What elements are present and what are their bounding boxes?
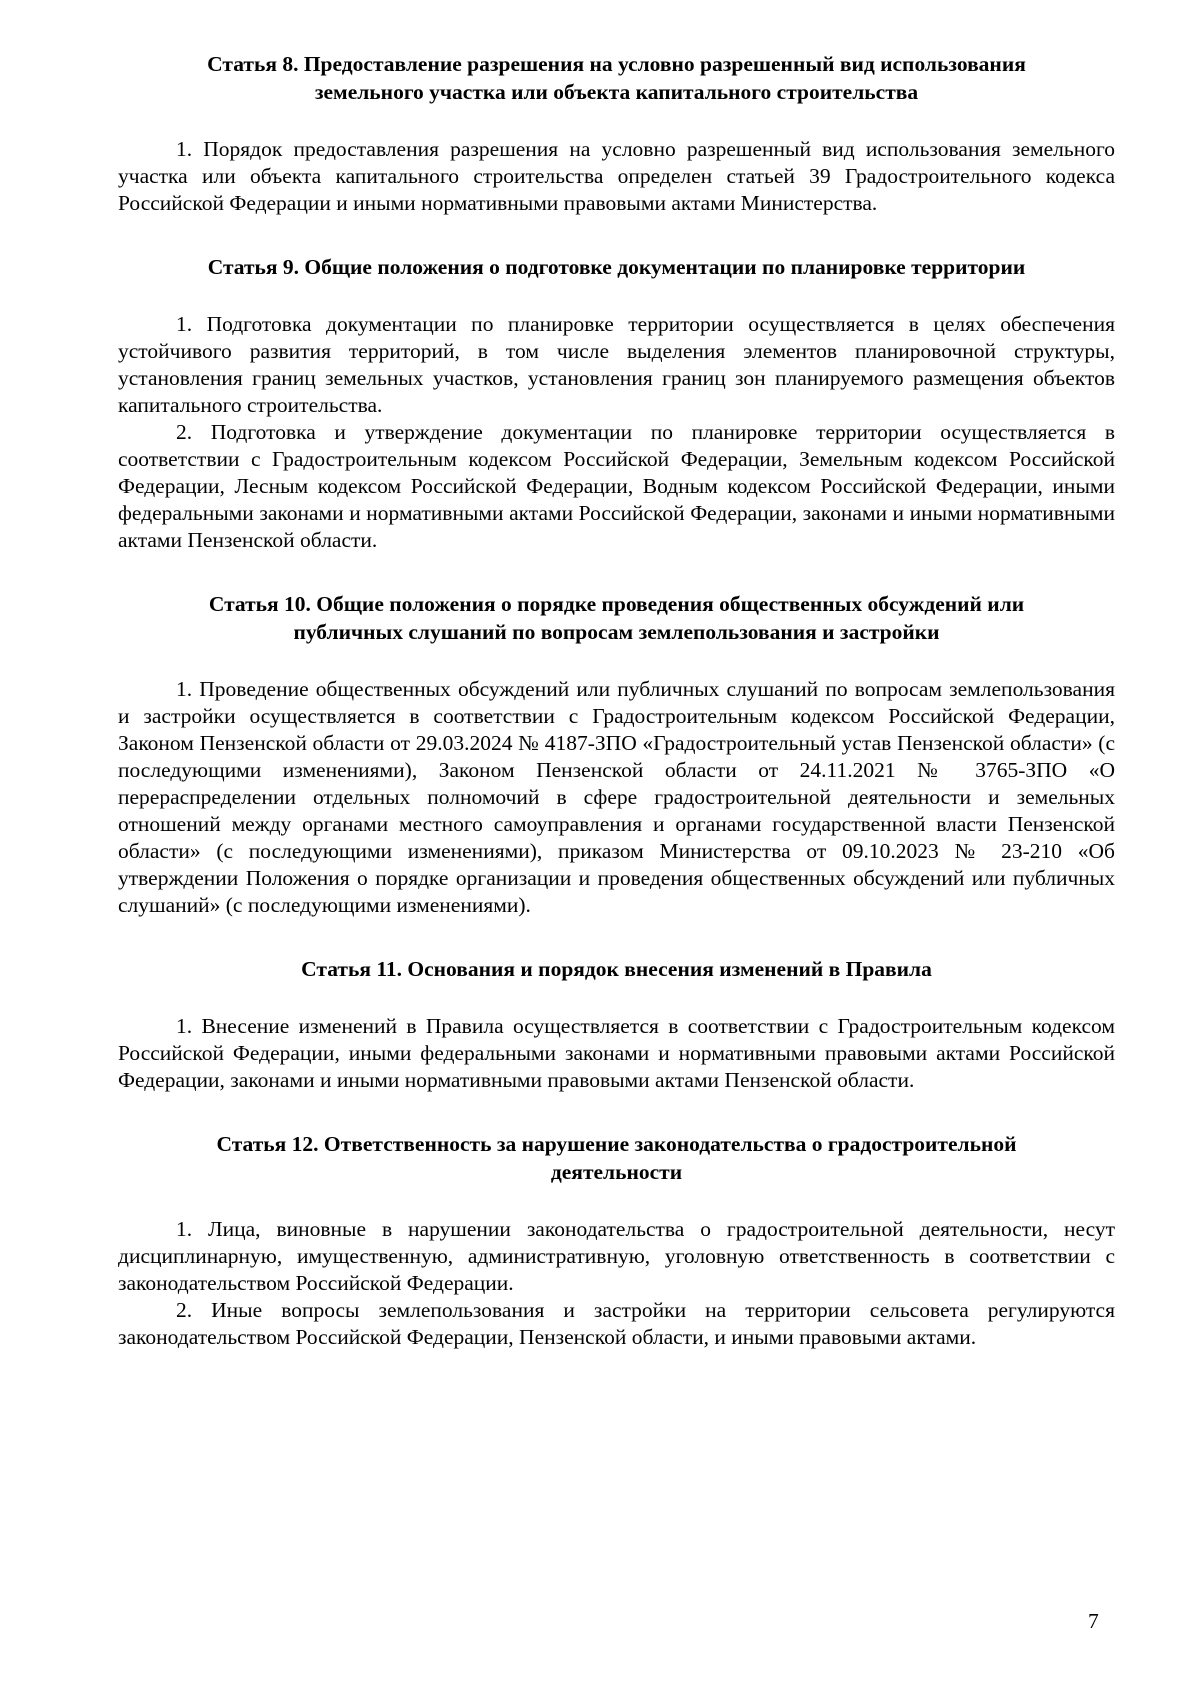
article-12 xyxy=(118,1130,1115,1351)
article-11 xyxy=(118,955,1115,1094)
article-8 xyxy=(118,50,1115,217)
article-heading: Статья 10. Общие положения о порядке проведения общественных обсуждений или публичных слушаний по вопросам землепользования и застройки xyxy=(208,592,1025,644)
article-paragraph: 1. Проведение общественных обсуждений или публичных слушаний по вопросам землепользования и застройки осуществляется в соответствии с Градостроительным кодексом Российской Федерации, Законом Пензенской области от 29.03.2024 № 4187-ЗПО «Градостроительный устав Пензенской области» (с последующими изменениями), Законом Пензенской области от 24.11.2021 № 3765-ЗПО «О перераспределении отдельных полномочий в сфере градостроительной деятельности и земельных отношений между органами местного самоуправления и органами государственной власти Пензенской области» (с последующими изменениями), приказом Министерства от 09.10.2023 № 23-210 «Об утверждении Положения о порядке организации и проведения общественных обсуждений или публичных слушаний» (с последующими изменениями). xyxy=(118,677,1115,917)
article-9 xyxy=(118,253,1115,554)
article-heading: Статья 9. Общие положения о подготовке документации по планировке территории xyxy=(207,255,1026,279)
article-heading: Статья 11. Основания и порядок внесения изменений в Правила xyxy=(301,957,932,981)
document-page xyxy=(118,50,1115,1351)
article-paragraph: 2. Иные вопросы землепользования и застройки на территории сельсовета регулируются законодательством Российской Федерации, Пензенской области, и иными правовыми актами. xyxy=(118,1298,1115,1349)
article-10 xyxy=(118,590,1115,919)
article-heading: Статья 12. Ответственность за нарушение законодательства о градостроительной деятельности xyxy=(216,1132,1017,1184)
article-paragraph: 1. Внесение изменений в Правила осуществляется в соответствии с Градостроительным кодексом Российской Федерации, иными федеральными законами и нормативными правовыми актами Российской Федерации, законами и иными нормативными правовыми актами Пензенской области. xyxy=(118,1014,1115,1092)
article-paragraph: 1. Порядок предоставления разрешения на условно разрешенный вид использования земельного участка или объекта капитального строительства определен статьей 39 Градостроительного кодекса Российской Федерации и иными нормативными правовыми актами Министерства. xyxy=(118,137,1115,215)
article-paragraph: 1. Лица, виновные в нарушении законодательства о градостроительной деятельности, несут дисциплинарную, имущественную, административную, уголовную ответственность в соответствии с законодательством Российской Федерации. xyxy=(118,1217,1115,1295)
article-paragraph: 2. Подготовка и утверждение документации по планировке территории осуществляется в соответствии с Градостроительным кодексом Российской Федерации, Земельным кодексом Российской Федерации, Лесным кодексом Российской Федерации, Водным кодексом Российской Федерации, иными федеральными законами и нормативными актами Российской Федерации, законами и иными нормативными актами Пензенской области. xyxy=(118,420,1115,552)
page-number: 7 xyxy=(1088,1609,1099,1633)
article-paragraph: 1. Подготовка документации по планировке территории осуществляется в целях обеспечения устойчивого развития территорий, в том числе выделения элементов планировочной структуры, установления границ земельных участков, установления границ зон планируемого размещения объектов капитального строительства. xyxy=(118,312,1115,417)
article-heading: Статья 8. Предоставление разрешения на условно разрешенный вид использования земельного участка или объекта капитального строительства xyxy=(207,52,1026,104)
